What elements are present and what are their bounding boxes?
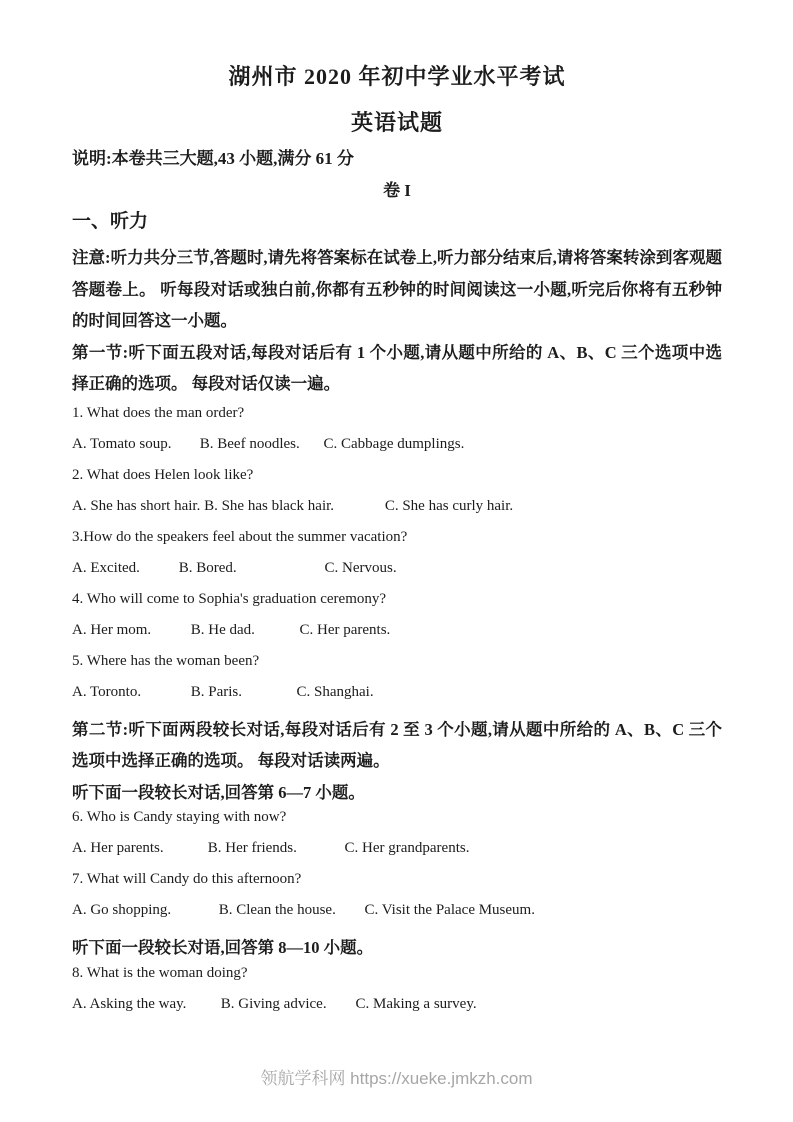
exam-note: 说明:本卷共三大题,43 小题,满分 61 分 (72, 149, 354, 168)
option-c: C. Visit the Palace Museum. (364, 902, 535, 918)
option-a: A. Her mom. (72, 621, 152, 638)
question-options (72, 683, 722, 702)
option-b: B. Beef noodles. (199, 435, 300, 452)
question-text: 6. Who is Candy staying with now? (72, 809, 287, 825)
question-options (72, 901, 722, 920)
option-b: B. Her friends. (207, 840, 297, 856)
listening-section-heading: 一、听力 (72, 211, 149, 232)
option-a: A. Toronto. (72, 683, 142, 700)
option-b: B. Clean the house. (218, 902, 336, 918)
option-b: B. She has black hair. (204, 497, 335, 514)
question-text: 3.How do the speakers feel about the summer vacation? (72, 528, 408, 545)
volume-label: 卷 I (383, 181, 411, 200)
question-text: 5. Where has the woman been? (72, 652, 260, 669)
option-a: A. Tomato soup. (72, 435, 172, 452)
part2-instructions: 第二节:听下面两段较长对话,每段对话后有 2 至 3 个小题,请从题中所给的 A、B、C 三个选项中选择正确的选项。 每段对话读两遍。 (72, 719, 722, 770)
question-block-8 (72, 964, 722, 1014)
dialog-6-7-intro: 听下面一段较长对话,回答第 6—7 小题。 (72, 782, 365, 802)
option-b: B. Giving advice. (220, 995, 327, 1012)
dialog-8-10-intro: 听下面一段较长对语,回答第 8—10 小题。 (72, 938, 374, 957)
option-c: C. Nervous. (324, 559, 397, 576)
question-block-2 (72, 466, 722, 516)
question-text: 4. Who will come to Sophia's graduation ceremony? (72, 590, 387, 607)
question-block-3 (72, 528, 722, 578)
question-options (72, 839, 722, 858)
option-c: C. Shanghai. (296, 683, 374, 700)
question-text: 8. What is the woman doing? (72, 964, 248, 981)
option-c: C. Her grandparents. (344, 840, 470, 856)
option-c: C. She has curly hair. (384, 497, 514, 514)
question-text: 7. What will Candy do this afternoon? (72, 871, 302, 887)
option-a: A. Asking the way. (72, 995, 187, 1012)
option-c: C. Her parents. (299, 621, 391, 638)
question-block-5 (72, 652, 722, 702)
question-block-7 (72, 870, 722, 920)
part1-instructions: 第一节:听下面五段对话,每段对话后有 1 个小题,请从题中所给的 A、B、C 三个选项中选择正确的选项。 每段对话仅读一遍。 (72, 342, 722, 393)
option-b: B. Bored. (178, 559, 237, 576)
question-block-1 (72, 404, 722, 454)
option-a: A. Excited. (72, 559, 140, 576)
question-text: 2. What does Helen look like? (72, 466, 254, 483)
attention-paragraph: 注意:听力共分三节,答题时,请先将答案标在试卷上,听力部分结束后,请将答案转涂到客观题答题卷上。 听每段对话或独白前,你都有五秒钟的时间阅读这一小题,听完后你将有五秒钟的时间回答这一小题。 (72, 248, 722, 330)
question-options (72, 435, 722, 454)
option-b: B. Paris. (190, 683, 243, 700)
question-options (72, 559, 722, 578)
exam-subtitle: 英语试题 (350, 110, 443, 135)
option-a: A. Her parents. (72, 840, 164, 856)
question-options (72, 497, 722, 516)
question-options (72, 995, 722, 1014)
question-block-4 (72, 590, 722, 640)
option-a: A. Go shopping. (72, 902, 172, 918)
option-c: C. Making a survey. (355, 995, 477, 1012)
watermark-text: 领航学科网 https://xueke.jmkzh.com (260, 1069, 533, 1088)
question-options (72, 621, 722, 640)
option-b: B. He dad. (190, 621, 255, 638)
option-c: C. Cabbage dumplings. (323, 435, 465, 452)
question-text: 1. What does the man order? (72, 404, 245, 421)
option-a: A. She has short hair. (72, 497, 201, 514)
exam-title: 湖州市 2020 年初中学业水平考试 (228, 64, 566, 89)
question-block-6 (72, 808, 722, 858)
